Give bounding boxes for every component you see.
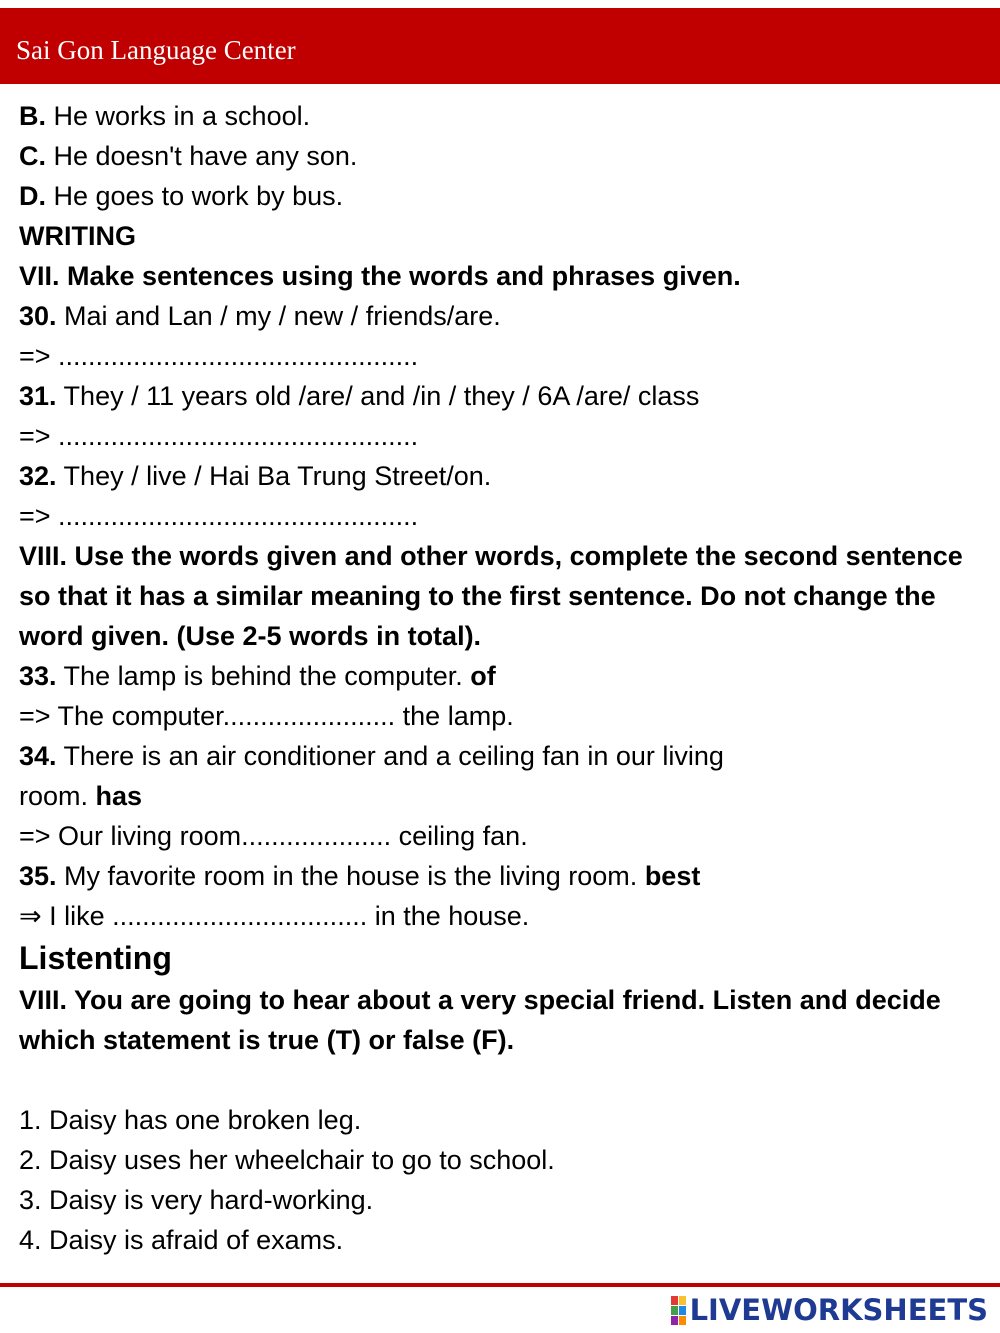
answer-line-30: => ................................................ bbox=[19, 341, 419, 371]
answer-line-31: => ................................................ bbox=[19, 421, 419, 451]
option-c: C. He doesn't have any son. bbox=[19, 141, 358, 171]
answer-line-34: => Our living room.................... ceiling fan. bbox=[19, 821, 528, 851]
section-viii-instruction: VIII. Use the words given and other words, complete the second sentence so that it has a similar meaning to the first sentence. Do not change the word given. (Use 2-5 words in total). bbox=[19, 541, 963, 651]
question-33: 33. The lamp is behind the computer. of bbox=[19, 661, 496, 691]
writing-heading: WRITING bbox=[19, 221, 136, 251]
listening-item: 1. Daisy has one broken leg. bbox=[19, 1105, 362, 1135]
answer-line-35: ⇒ I like .................................. in the house. bbox=[19, 901, 530, 931]
option-d: D. He goes to work by bus. bbox=[19, 181, 344, 211]
question-34-cont: room. has bbox=[19, 781, 143, 811]
question-35: 35. My favorite room in the house is the living room. best bbox=[19, 861, 701, 891]
option-b: B. He works in a school. bbox=[19, 101, 311, 131]
footer-brand bbox=[671, 1292, 988, 1328]
listening-item: 3. Daisy is very hard-working. bbox=[19, 1185, 374, 1215]
listening-item: 4. Daisy is afraid of exams. bbox=[19, 1225, 344, 1255]
footer-divider bbox=[0, 1283, 1000, 1287]
spacer bbox=[19, 1060, 984, 1100]
question-34: 34. There is an air conditioner and a ceiling fan in our living bbox=[19, 741, 724, 771]
listening-instruction: VIII. You are going to hear about a very special friend. Listen and decide which statement is true (T) or false (F). bbox=[19, 985, 941, 1055]
implies-arrow-icon: ⇒ bbox=[19, 901, 42, 931]
brand-name: LIVEWORKSHEETS bbox=[689, 1293, 988, 1327]
answer-line-33: => The computer....................... the lamp. bbox=[19, 701, 514, 731]
question-30: 30. Mai and Lan / my / new / friends/are. bbox=[19, 301, 501, 331]
section-vii-instruction: VII. Make sentences using the words and phrases given. bbox=[19, 261, 741, 291]
listening-item: 2. Daisy uses her wheelchair to go to school. bbox=[19, 1145, 555, 1175]
worksheet-content bbox=[19, 96, 984, 1260]
liveworksheets-logo-icon bbox=[671, 1296, 686, 1325]
header-bar bbox=[0, 8, 1000, 84]
answer-line-32: => ................................................ bbox=[19, 501, 419, 531]
listening-heading: Listenting bbox=[19, 940, 172, 976]
question-31: 31. They / 11 years old /are/ and /in / they / 6A /are/ class bbox=[19, 381, 700, 411]
question-32: 32. They / live / Hai Ba Trung Street/on. bbox=[19, 461, 492, 491]
header-title: Sai Gon Language Center bbox=[16, 35, 296, 65]
